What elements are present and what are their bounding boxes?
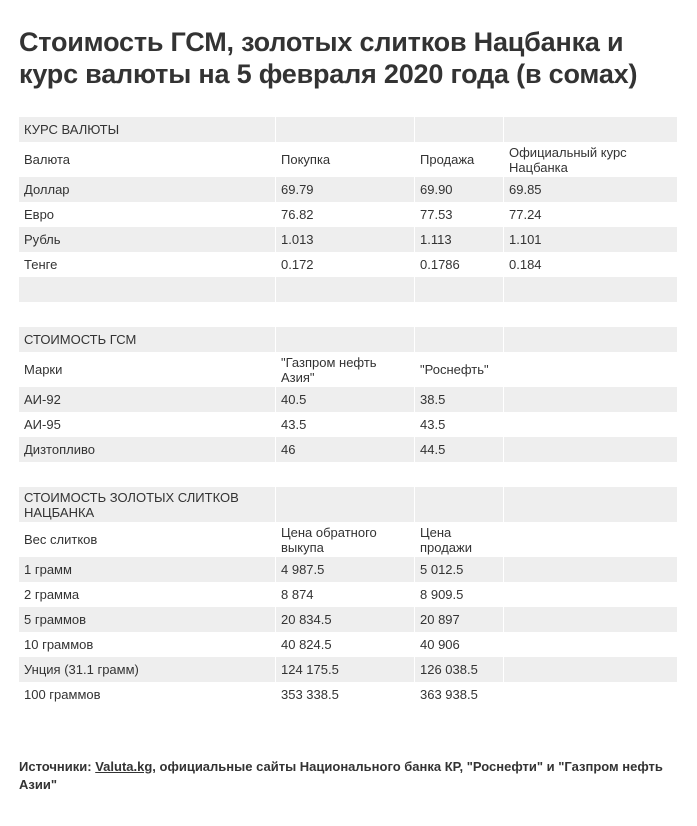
empty-cell bbox=[504, 487, 677, 522]
table-cell: 40 906 bbox=[415, 632, 504, 657]
table-cell: АИ-92 bbox=[19, 387, 276, 412]
table-cell: 69.90 bbox=[415, 177, 504, 202]
table-cell: 1.101 bbox=[504, 227, 677, 252]
table-cell bbox=[504, 412, 677, 437]
empty-cell bbox=[504, 302, 677, 327]
rates-table bbox=[19, 117, 677, 707]
column-header-row bbox=[19, 142, 677, 177]
column-header bbox=[504, 352, 677, 387]
table-cell bbox=[504, 682, 677, 707]
table-cell: 77.24 bbox=[504, 202, 677, 227]
table-cell: 353 338.5 bbox=[276, 682, 415, 707]
section-header-row bbox=[19, 487, 677, 522]
table-cell: Дизтопливо bbox=[19, 437, 276, 462]
table-row bbox=[19, 412, 677, 437]
column-header: Валюта bbox=[19, 142, 276, 177]
empty-cell bbox=[19, 302, 276, 327]
empty-cell bbox=[504, 277, 677, 302]
empty-cell bbox=[276, 302, 415, 327]
column-header: "Роснефть" bbox=[415, 352, 504, 387]
spacer-row bbox=[19, 462, 677, 487]
column-header: Цена обратного выкупа bbox=[276, 522, 415, 557]
table-cell: 69.85 bbox=[504, 177, 677, 202]
spacer-row bbox=[19, 277, 677, 302]
table-row bbox=[19, 607, 677, 632]
table-cell: 20 897 bbox=[415, 607, 504, 632]
empty-cell bbox=[415, 327, 504, 352]
table-cell: 1.113 bbox=[415, 227, 504, 252]
table-cell: 69.79 bbox=[276, 177, 415, 202]
table-row bbox=[19, 227, 677, 252]
spacer-row bbox=[19, 302, 677, 327]
table-cell: 77.53 bbox=[415, 202, 504, 227]
sources-suffix: , официальные сайты Национального банка КР, "Роснефти" и "Газпром нефть Азии" bbox=[19, 759, 663, 792]
table-cell: 363 938.5 bbox=[415, 682, 504, 707]
section-header-row bbox=[19, 327, 677, 352]
table-cell bbox=[504, 657, 677, 682]
table-cell: 43.5 bbox=[276, 412, 415, 437]
table-row bbox=[19, 177, 677, 202]
column-header: Продажа bbox=[415, 142, 504, 177]
section-label: КУРС ВАЛЮТЫ bbox=[19, 117, 276, 142]
empty-cell bbox=[415, 462, 504, 487]
table-cell: Рубль bbox=[19, 227, 276, 252]
table-cell bbox=[504, 582, 677, 607]
table-cell bbox=[504, 387, 677, 412]
table-cell: 43.5 bbox=[415, 412, 504, 437]
table-row bbox=[19, 557, 677, 582]
table-cell bbox=[504, 437, 677, 462]
table-cell: 8 909.5 bbox=[415, 582, 504, 607]
table-cell: 0.1786 bbox=[415, 252, 504, 277]
column-header: Марки bbox=[19, 352, 276, 387]
table-cell: 0.172 bbox=[276, 252, 415, 277]
table-cell: 76.82 bbox=[276, 202, 415, 227]
empty-cell bbox=[415, 302, 504, 327]
empty-cell bbox=[415, 277, 504, 302]
table-cell: 44.5 bbox=[415, 437, 504, 462]
table-row bbox=[19, 387, 677, 412]
table-cell: 1 грамм bbox=[19, 557, 276, 582]
sources-prefix: Источники: bbox=[19, 759, 96, 774]
empty-cell bbox=[415, 117, 504, 142]
section-header-row bbox=[19, 117, 677, 142]
table-cell: 0.184 bbox=[504, 252, 677, 277]
column-header: Покупка bbox=[276, 142, 415, 177]
empty-cell bbox=[276, 327, 415, 352]
table-cell: 40.5 bbox=[276, 387, 415, 412]
empty-cell bbox=[276, 117, 415, 142]
table-row bbox=[19, 437, 677, 462]
table-cell: 1.013 bbox=[276, 227, 415, 252]
table-cell: 100 граммов bbox=[19, 682, 276, 707]
table-row bbox=[19, 202, 677, 227]
section-label: СТОИМОСТЬ ЗОЛОТЫХ СЛИТКОВ НАЦБАНКА bbox=[19, 487, 276, 522]
empty-cell bbox=[504, 117, 677, 142]
table-cell: 5 граммов bbox=[19, 607, 276, 632]
table-row bbox=[19, 657, 677, 682]
table-cell: Унция (31.1 грамм) bbox=[19, 657, 276, 682]
table-cell: 2 грамма bbox=[19, 582, 276, 607]
empty-cell bbox=[276, 487, 415, 522]
column-header: Вес слитков bbox=[19, 522, 276, 557]
table-cell: 5 012.5 bbox=[415, 557, 504, 582]
table-cell: 46 bbox=[276, 437, 415, 462]
empty-cell bbox=[19, 277, 276, 302]
sources-note bbox=[19, 758, 679, 794]
table-cell: АИ-95 bbox=[19, 412, 276, 437]
column-header: Официальный курс Нацбанка bbox=[504, 142, 677, 177]
table-cell: 40 824.5 bbox=[276, 632, 415, 657]
empty-cell bbox=[19, 462, 276, 487]
table-row bbox=[19, 632, 677, 657]
empty-cell bbox=[504, 462, 677, 487]
table-cell bbox=[504, 632, 677, 657]
table-row bbox=[19, 252, 677, 277]
table-cell bbox=[504, 557, 677, 582]
table-cell: 38.5 bbox=[415, 387, 504, 412]
table-cell: 8 874 bbox=[276, 582, 415, 607]
empty-cell bbox=[415, 487, 504, 522]
table-cell: Евро bbox=[19, 202, 276, 227]
table-row bbox=[19, 582, 677, 607]
column-header-row bbox=[19, 352, 677, 387]
table-cell: 124 175.5 bbox=[276, 657, 415, 682]
column-header: "Газпром нефть Азия" bbox=[276, 352, 415, 387]
table-cell: Доллар bbox=[19, 177, 276, 202]
table-cell bbox=[504, 607, 677, 632]
empty-cell bbox=[276, 277, 415, 302]
table-cell: 20 834.5 bbox=[276, 607, 415, 632]
section-label: СТОИМОСТЬ ГСМ bbox=[19, 327, 276, 352]
page-title: Стоимость ГСМ, золотых слитков Нацбанка и курс валюты на 5 февраля 2020 года (в сомах) bbox=[19, 27, 638, 89]
table-row bbox=[19, 682, 677, 707]
empty-cell bbox=[504, 327, 677, 352]
valuta-kg-link[interactable]: Valuta.kg bbox=[95, 759, 153, 774]
column-header bbox=[504, 522, 677, 557]
table-cell: 4 987.5 bbox=[276, 557, 415, 582]
column-header: Цена продажи bbox=[415, 522, 504, 557]
table-cell: 126 038.5 bbox=[415, 657, 504, 682]
table-cell: 10 граммов bbox=[19, 632, 276, 657]
empty-cell bbox=[276, 462, 415, 487]
column-header-row bbox=[19, 522, 677, 557]
table-cell: Тенге bbox=[19, 252, 276, 277]
